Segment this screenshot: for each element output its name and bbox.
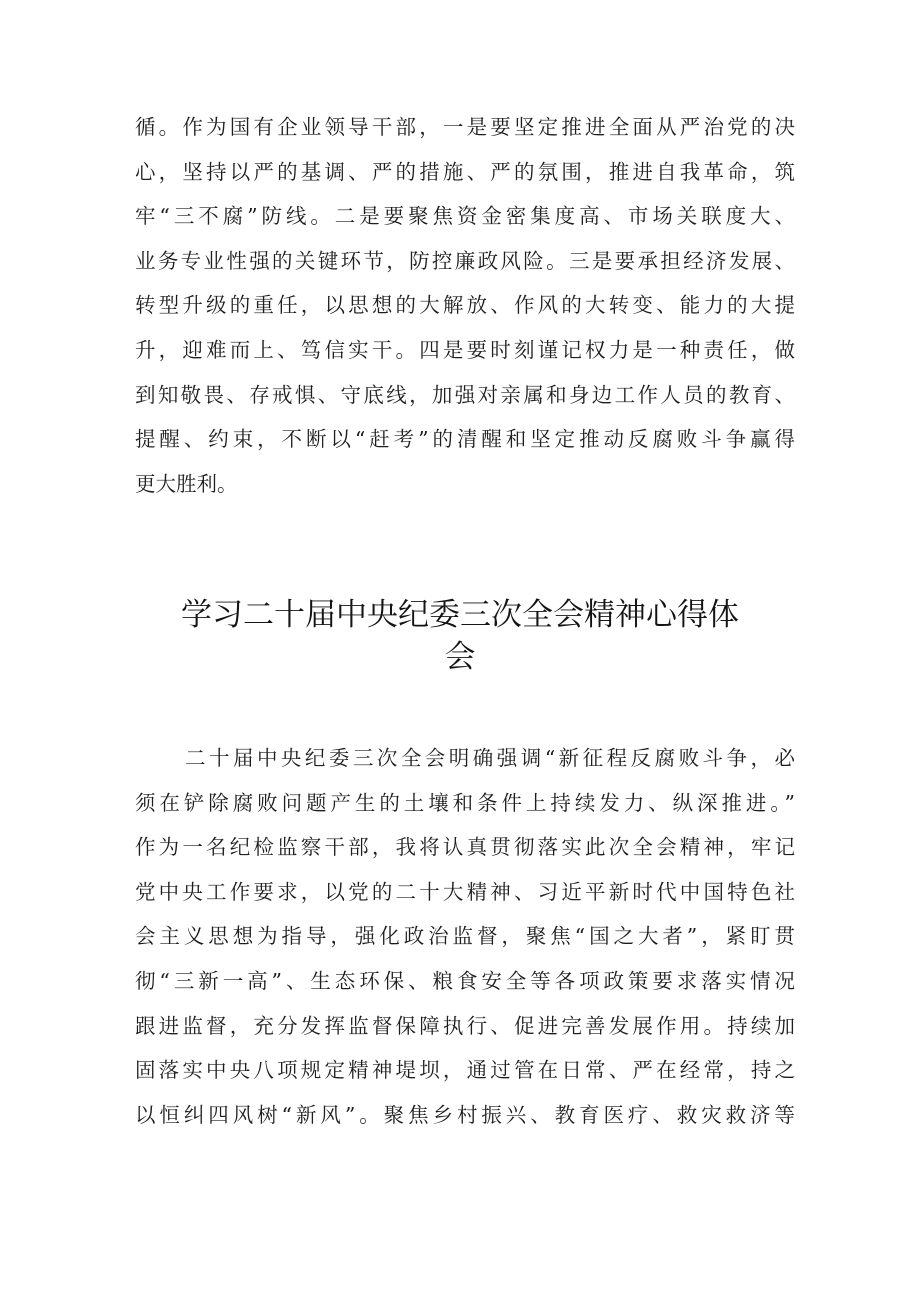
paragraph-line: 二十届中央纪委三次全会明确强调“新征程反腐败斗争，必	[185, 746, 795, 770]
paragraph-line: 牢“三不腐”防线。二是要聚焦资金密集度高、市场关联度大、	[135, 204, 795, 229]
paragraph-line: 更大胜利。	[135, 471, 238, 496]
paragraph-line: 提醒、约束，不断以“赶考”的清醒和坚定推动反腐败斗争赢得	[135, 427, 795, 452]
paragraph-line: 心，坚持以严的基调、严的措施、严的氛围，推进自我革命，筑	[135, 159, 795, 184]
paragraph-line: 跟进监督，充分发挥监督保障执行、促进完善发展作用。持续加	[135, 1013, 795, 1038]
paragraph-line: 党中央工作要求，以党的二十大精神、习近平新时代中国特色社	[135, 879, 795, 904]
paragraph-line: 循。作为国有企业领导干部，一是要坚定推进全面从严治党的决	[135, 115, 795, 139]
paragraph-line: 须在铲除腐败问题产生的土壤和条件上持续发力、纵深推进。”	[135, 790, 795, 815]
title-line-1: 学习二十届中央纪委三次全会精神心得体	[181, 597, 739, 633]
paragraph-line: 到知敬畏、存戒惧、守底线，加强对亲属和身边工作人员的教育、	[135, 382, 795, 407]
paragraph-line: 转型升级的重任，以思想的大解放、作风的大转变、能力的大提	[135, 293, 795, 318]
paragraph-line: 业务专业性强的关键环节，防控廉政风险。三是要承担经济发展、	[135, 248, 795, 273]
paragraph-line: 会主义思想为指导，强化政治监督，聚焦“国之大者”，紧盯贯	[135, 924, 795, 949]
paragraph-line: 作为一名纪检监察干部，我将认真贯彻落实此次全会精神，牢记	[135, 835, 795, 860]
paragraph-line: 彻“三新一高”、生态环保、粮食安全等各项政策要求落实情况	[135, 968, 795, 993]
body-paragraph-2	[135, 736, 795, 1137]
paragraph-line: 升，迎难而上、笃信实干。四是要时刻谨记权力是一种责任，做	[135, 337, 795, 362]
document-title	[120, 594, 800, 678]
paragraph-line: 以恒纠四风树“新风”。聚焦乡村振兴、教育医疗、救灾救济等	[135, 1102, 795, 1127]
paragraph-line: 固落实中央八项规定精神堤坝，通过管在日常、严在经常，持之	[135, 1058, 795, 1083]
title-line-2: 会	[444, 639, 476, 675]
body-paragraph-1	[135, 105, 795, 506]
